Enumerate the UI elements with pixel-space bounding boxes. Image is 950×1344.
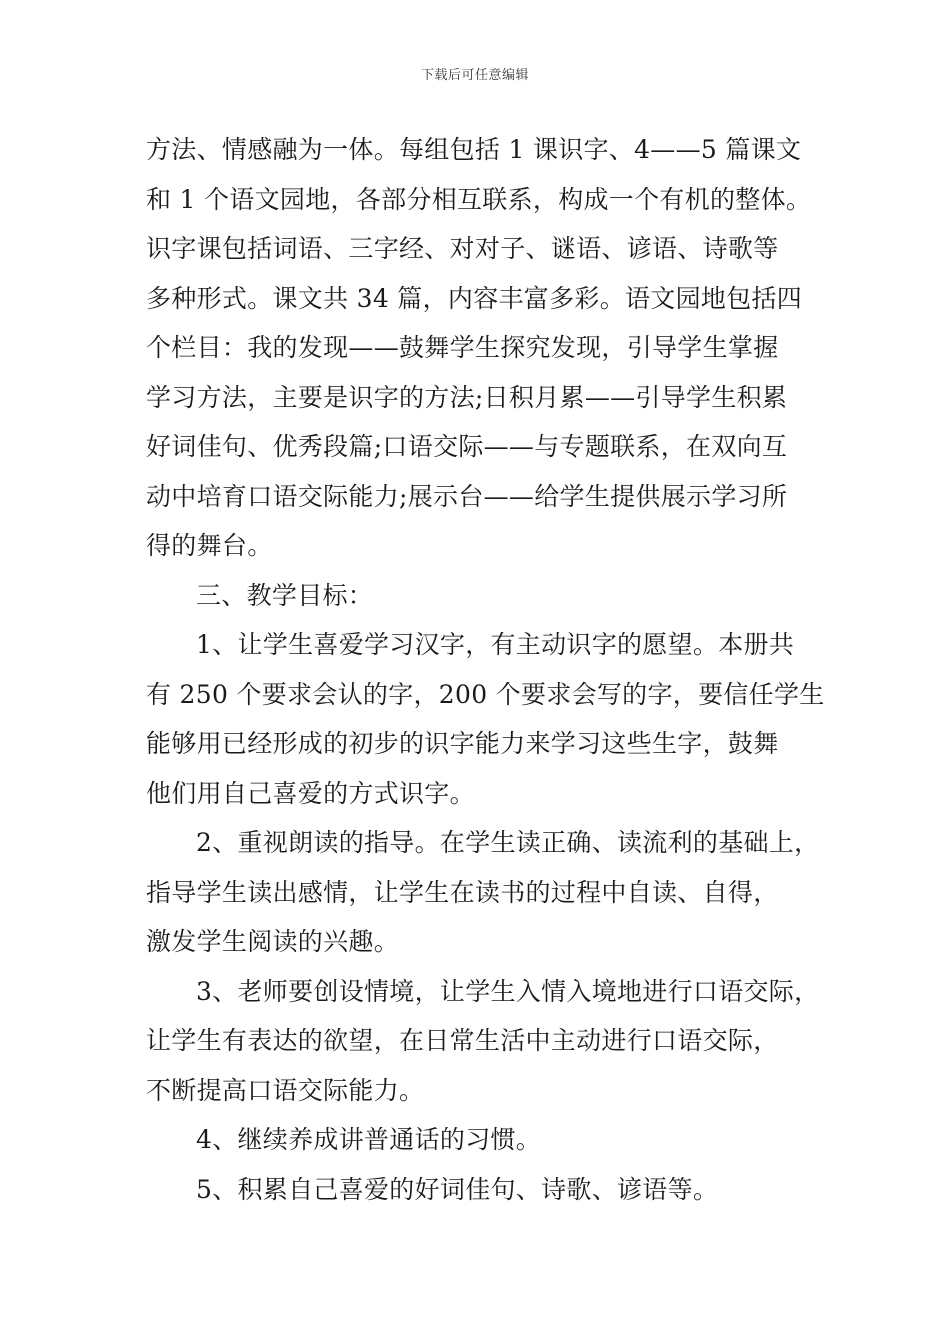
text-line: 让学生有表达的欲望，在日常生活中主动进行口语交际， — [146, 1026, 779, 1055]
text-line: 识字课包括词语、三字经、对对子、谜语、谚语、诗歌等 — [146, 234, 779, 263]
text-line: 有 250 个要求会认的字，200 个要求会写的字，要信任学生 — [146, 679, 825, 709]
text-line: 激发学生阅读的兴趣。 — [146, 927, 400, 956]
document-body — [146, 125, 825, 1214]
text-line: 学习方法，主要是识字的方法;日积月累——引导学生积累 — [146, 382, 788, 412]
text-line: 好词佳句、优秀段篇;口语交际——与专题联系，在双向互 — [146, 432, 788, 461]
text-line: 得的舞台。 — [146, 531, 273, 560]
text-line: 动中培育口语交际能力;展示台——给学生提供展示学习所 — [146, 481, 788, 511]
text-line: 个栏目：我的发现——鼓舞学生探究发现，引导学生掌握 — [146, 333, 779, 362]
text-line: 指导学生读出感情，让学生在读书的过程中自读、自得， — [146, 877, 779, 907]
text-line: 能够用已经形成的初步的识字能力来学习这些生字，鼓舞 — [146, 729, 779, 758]
page-header-note: 下载后可任意编辑 — [420, 68, 529, 83]
text-line: 3、老师要创设情境，让学生入情入境地进行口语交际， — [196, 976, 820, 1006]
text-line: 方法、情感融为一体。每组包括 1 课识字、4——5 篇课文 — [146, 135, 802, 164]
text-line: 4、继续养成讲普通话的习惯。 — [196, 1125, 542, 1154]
text-line: 和 1 个语文园地，各部分相互联系，构成一个有机的整体。 — [146, 184, 812, 214]
text-line: 多种形式。课文共 34 篇，内容丰富多彩。语文园地包括四 — [146, 283, 803, 313]
text-line: 不断提高口语交际能力。 — [146, 1075, 425, 1105]
text-line: 2、重视朗读的指导。在学生读正确、读流利的基础上， — [196, 828, 820, 857]
text-line: 5、积累自己喜爱的好词佳句、诗歌、谚语等。 — [196, 1174, 719, 1204]
section-heading: 三、教学目标： — [196, 580, 374, 610]
text-line: 他们用自己喜爱的方式识字。 — [146, 778, 475, 808]
text-line: 1、让学生喜爱学习汉字，有主动识字的愿望。本册共 — [196, 630, 795, 659]
